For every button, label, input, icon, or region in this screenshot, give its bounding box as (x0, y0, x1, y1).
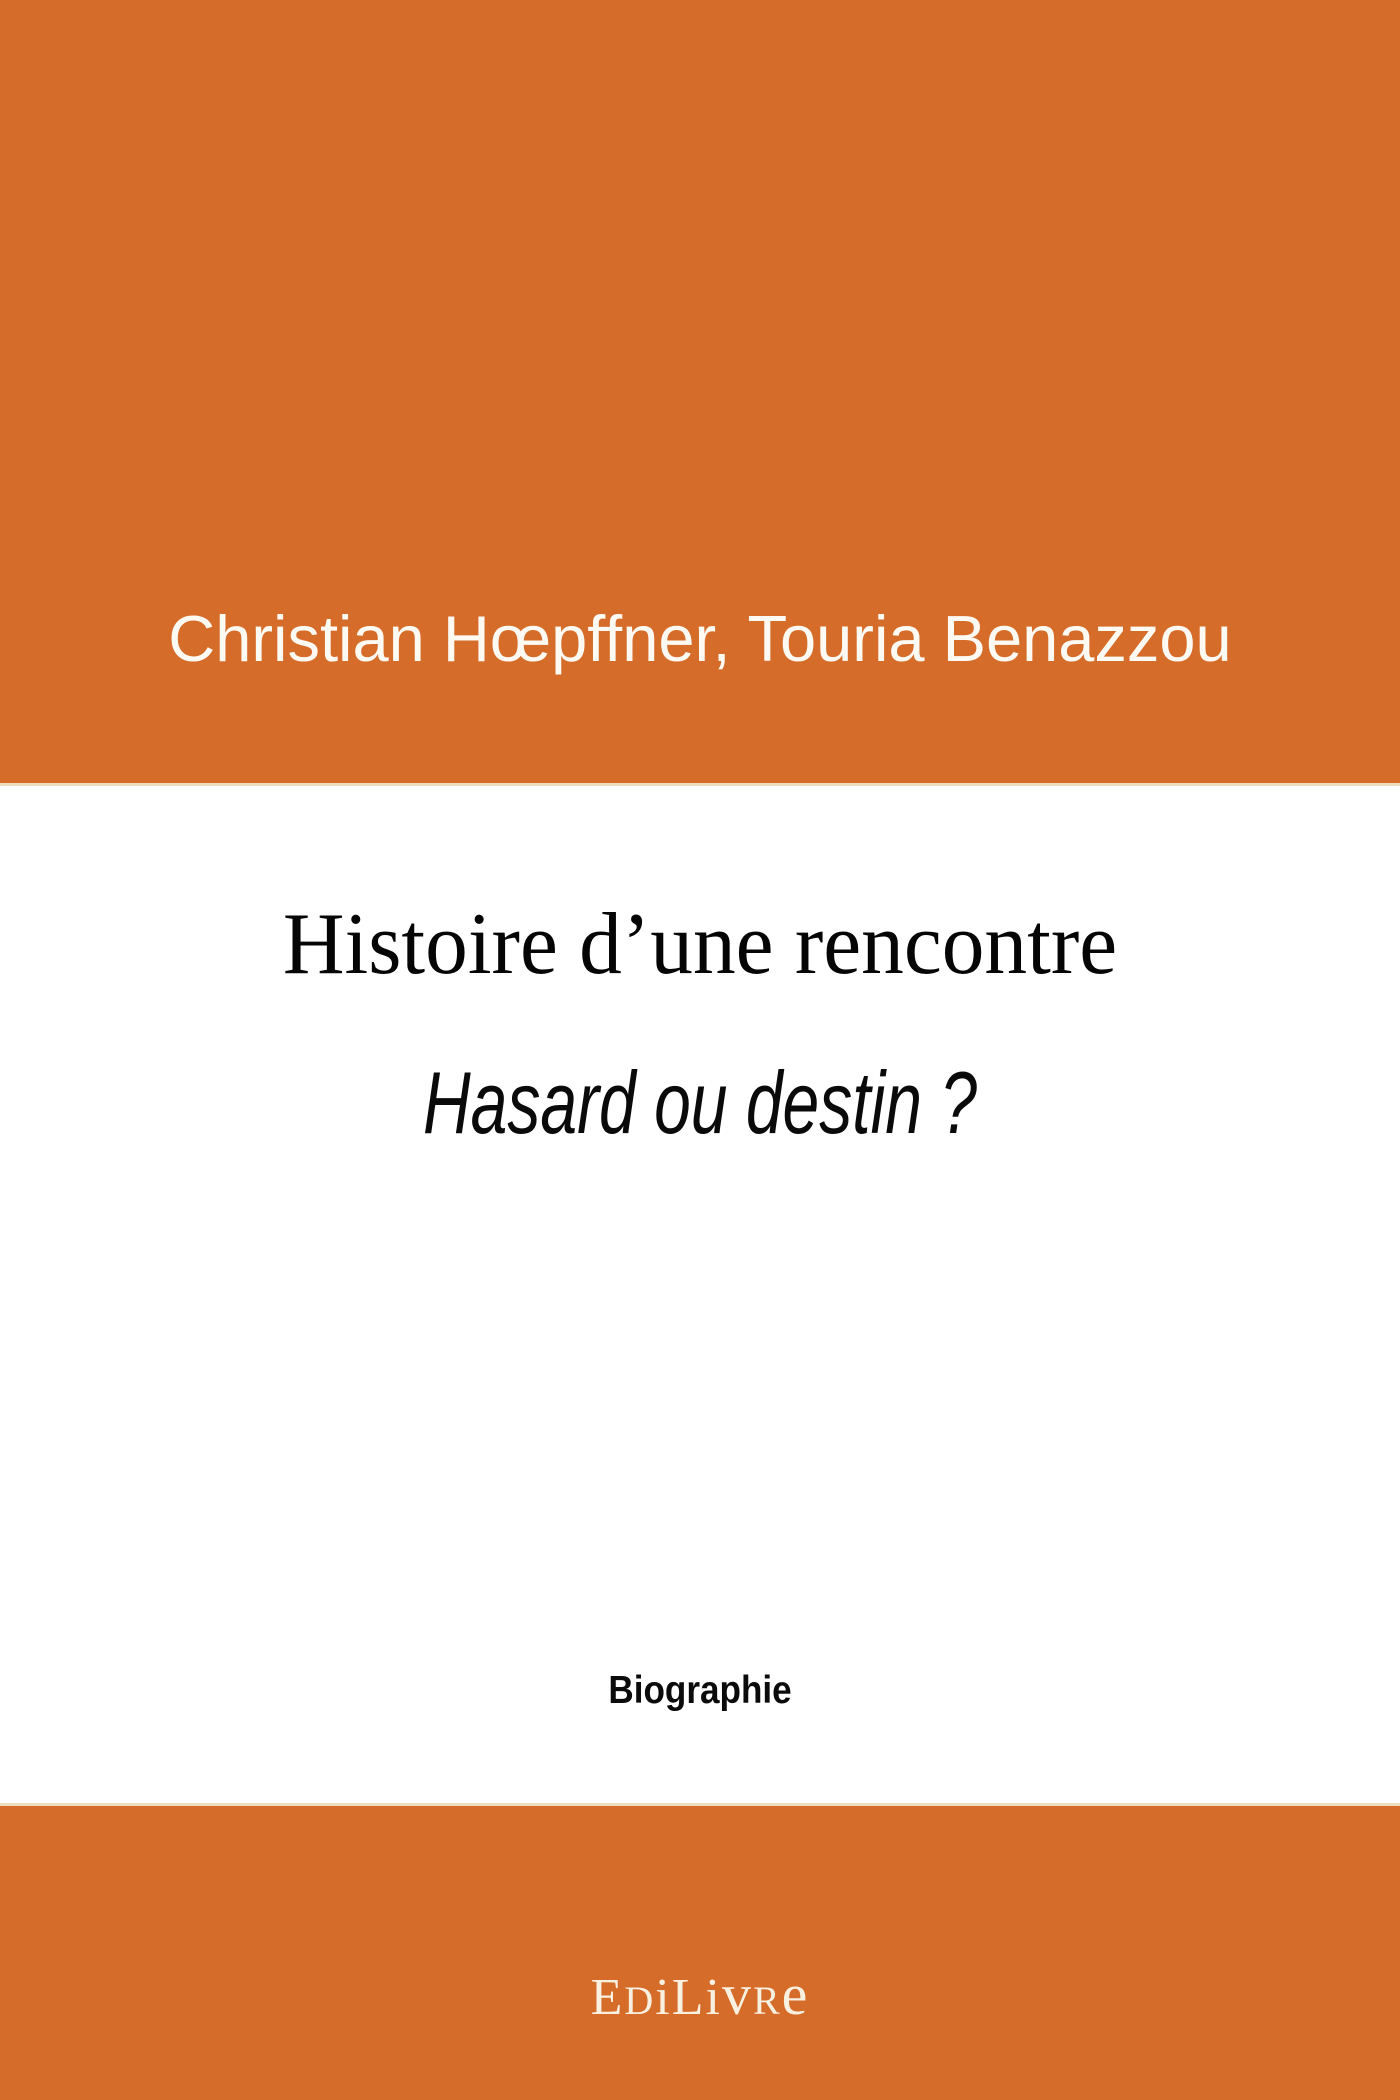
publisher-logo-letter: D (624, 1978, 656, 2023)
publisher-logo-letter: R (752, 1978, 782, 2023)
genre-label: Biographie (608, 1669, 792, 1712)
author-names: Christian Hœpffner, Touria Benazzou (168, 602, 1232, 675)
publisher-logo-letter: v (721, 1962, 753, 2027)
book-subtitle: Hasard ou destin ? (422, 1053, 978, 1152)
publisher-logo-letter: i (655, 1969, 672, 2026)
publisher-logo-letter: e (781, 1962, 810, 2027)
publisher-logo-letter: L (671, 1969, 706, 2026)
publisher-logo-edilivre (0, 1962, 1400, 2027)
publisher-logo-letter: E (590, 1969, 625, 2026)
publisher-logo-letter: i (705, 1969, 722, 2026)
book-title: Histoire d’une rencontre (282, 896, 1118, 993)
bottom-orange-band (0, 1806, 1400, 2100)
